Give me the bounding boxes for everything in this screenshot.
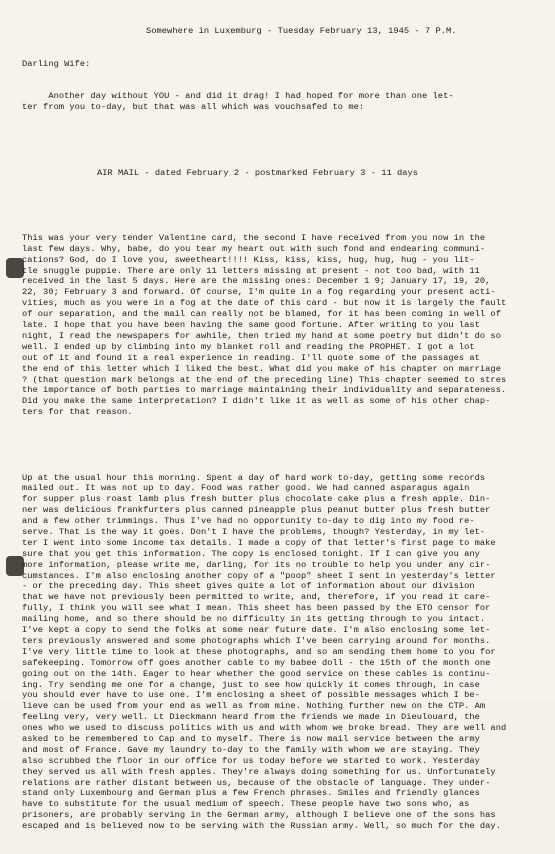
airmail-heading: AIR MAIL - dated February 2 - postmarked February 3 - 11 days	[97, 167, 419, 178]
text-line: cations? God, do I love you, sweetheart!!!! Kiss, kiss, kiss, hug, hug, hug - you lit-	[22, 254, 475, 265]
text-line: vities, much as you were in a fog at the date of this card - but now it is largely the fault	[22, 298, 507, 309]
text-line: also scrubbed the floor in our office for us today before we started to work. Yesterday	[22, 755, 480, 766]
text-line: out of it and found it a real experience in reading. I'll quote some of the passages at	[22, 352, 480, 363]
text-line: the importance of both parties to marriage maintaining their individuality and separateness.	[22, 385, 507, 396]
text-line: for supper plus roast lamb plus fresh butter plus chocolate cake plus a fresh apple. Din-	[22, 494, 491, 505]
text-line: feeling very, very well. Lt Dieckmann heard from the friends we made in Dieulouard, the	[22, 712, 480, 723]
text-line: you should ever have to use one. I'm enclosing a sheet of possible messages which I be-	[22, 690, 480, 701]
text-line: Another day without YOU - and did it drag! I had hoped for more than one let-	[22, 91, 454, 102]
text-line: This was your very tender Valentine card, the second I have received from you now in the	[22, 232, 486, 243]
text-line: fully, I think you will see what I mean. This sheet has been passed by the ETO censor for	[22, 603, 491, 614]
text-line: 22, 30; February 3 and forward. Of course, I'm quite in a fog regarding your present acti-	[22, 287, 496, 298]
text-line: mailing home, and so there should be no difficulty in its getting through to you intact.	[22, 614, 486, 625]
text-line: more information, please write me, darling, for its no trouble to help you under any cir-	[22, 559, 491, 570]
text-line: and a few other trimmings. Thus I've had no opportunity to-day to dig into my food re-	[22, 516, 475, 527]
text-line: cumstances. I'm also enclosing another copy of a "poop" sheet I sent in yesterday's letter	[22, 570, 496, 581]
text-line: received in the last 5 days. Here are the missing ones: December 1 9; January 17, 19, 20,	[22, 276, 491, 287]
text-line: the end of this letter which I liked the best. What did you make of his chapter on marriage	[22, 363, 501, 374]
text-line: escaped and is believed now to be serving with the Russian army. Well, so much for the day.	[22, 821, 501, 832]
text-line: sure that you get this information. The copy is enclosed tonight. If I can give you any	[22, 548, 480, 559]
text-line: Did you make the same interpretation? I didn't like it as well as some of his other chap-	[22, 396, 491, 407]
text-line: serve. That is the way it goes. Don't I have the problems, though? Yesterday, in my let-	[22, 527, 486, 538]
text-line: ing. Try sending me one for a change, just to see how quickly it comes through, in case	[22, 679, 480, 690]
text-line: lieve can be used from your end as well as from mine. Nothing further new on the CTP. Am	[22, 701, 486, 712]
text-line: they served us all with fresh apples. They're always doing something for us. Unfortunately	[22, 766, 496, 777]
text-line: prisoners, are probably serving in the German army, although I believe one of the sons has	[22, 810, 496, 821]
text-line: asked to be remembered to Cap and to myself. There is now mail service between the army	[22, 733, 480, 744]
text-line: have to substitute for the usual medium of speech. These people have two sons who, as	[22, 799, 470, 810]
dateline: Somewhere in Luxemburg - Tuesday February 13, 1945 - 7 P.M.	[146, 25, 457, 36]
text-line: safekeeping. Tomorrow off goes another cable to my babee doll - the 15th of the month one	[22, 657, 491, 668]
text-line: ter I went into some income tax details. I made a copy of that letter's first page to make	[22, 537, 496, 548]
text-line: relations are rather distant between us, because of the obstacle of language. They under-	[22, 777, 491, 788]
text-line: Up at the usual hour this morning. Spent a day of hard work to-day, getting some records	[22, 472, 486, 483]
text-line: well. I ended up by climbing into my blanket roll and reading the PROPHET. I got a lot	[22, 341, 475, 352]
text-line: I've very little time to look at these photographs, and so am sending them home to you for	[22, 646, 496, 657]
text-line: ter from you to-day, but that was all which was vouchsafed to me:	[22, 102, 365, 113]
text-line: ? (that question mark belongs at the end of the preceding line) This chapter seemed to stres	[22, 374, 507, 385]
text-line: last few days. Why, babe, do you tear my heart out with such fond and endearing communi-	[22, 243, 486, 254]
text-line: - or the preceding day. This sheet gives quite a lot of information about our division	[22, 581, 475, 592]
text-line: ner was delicious frankfurters plus canned pineapple plus peanut butter plus fresh butter	[22, 505, 491, 516]
intro-paragraph	[22, 91, 544, 113]
text-line: late. I hope that you have been having the same good fortune. After writing to you last	[22, 320, 480, 331]
letter-body	[22, 4, 544, 854]
text-line: night, I read the newspapers for awhile, then tried my hand at some poetry but didn't do so	[22, 330, 501, 341]
text-line: tle snuggle puppie. There are only 11 letters missing at present - not too bad, with 11	[22, 265, 480, 276]
paragraph-day-report	[22, 473, 544, 832]
text-line: of our separation, and the mail can really not be blamed, for it has been coming in well of	[22, 309, 501, 320]
text-line: stand only Luxembourg and German plus a few French phrases. Smiles and friendly glances	[22, 788, 480, 799]
text-line: ters for that reason.	[22, 407, 133, 418]
text-line: and most of France. Gave my laundry to-day to the family with whom we are staying. They	[22, 744, 480, 755]
salutation: Darling Wife:	[22, 58, 91, 69]
text-line: mailed out. It was not up to day. Food was rather good. We had canned asparagus again	[22, 483, 470, 494]
paragraph-valentine	[22, 233, 544, 418]
text-line: going out on the 14th. Eager to hear whether the good service on these cables is continu-	[22, 668, 491, 679]
text-line: that we have not previously been permitted to write, and, therefore, if you read it care-	[22, 592, 491, 603]
text-line: ters previously answered and some photographs which I've been carrying around for months.	[22, 635, 491, 646]
text-line: I've kept a copy to send the folks at some near future date. I'm also enclosing some let-	[22, 625, 491, 636]
text-line: ones who we used to discuss politics with us and with whom we broke bread. They are well and	[22, 723, 507, 734]
